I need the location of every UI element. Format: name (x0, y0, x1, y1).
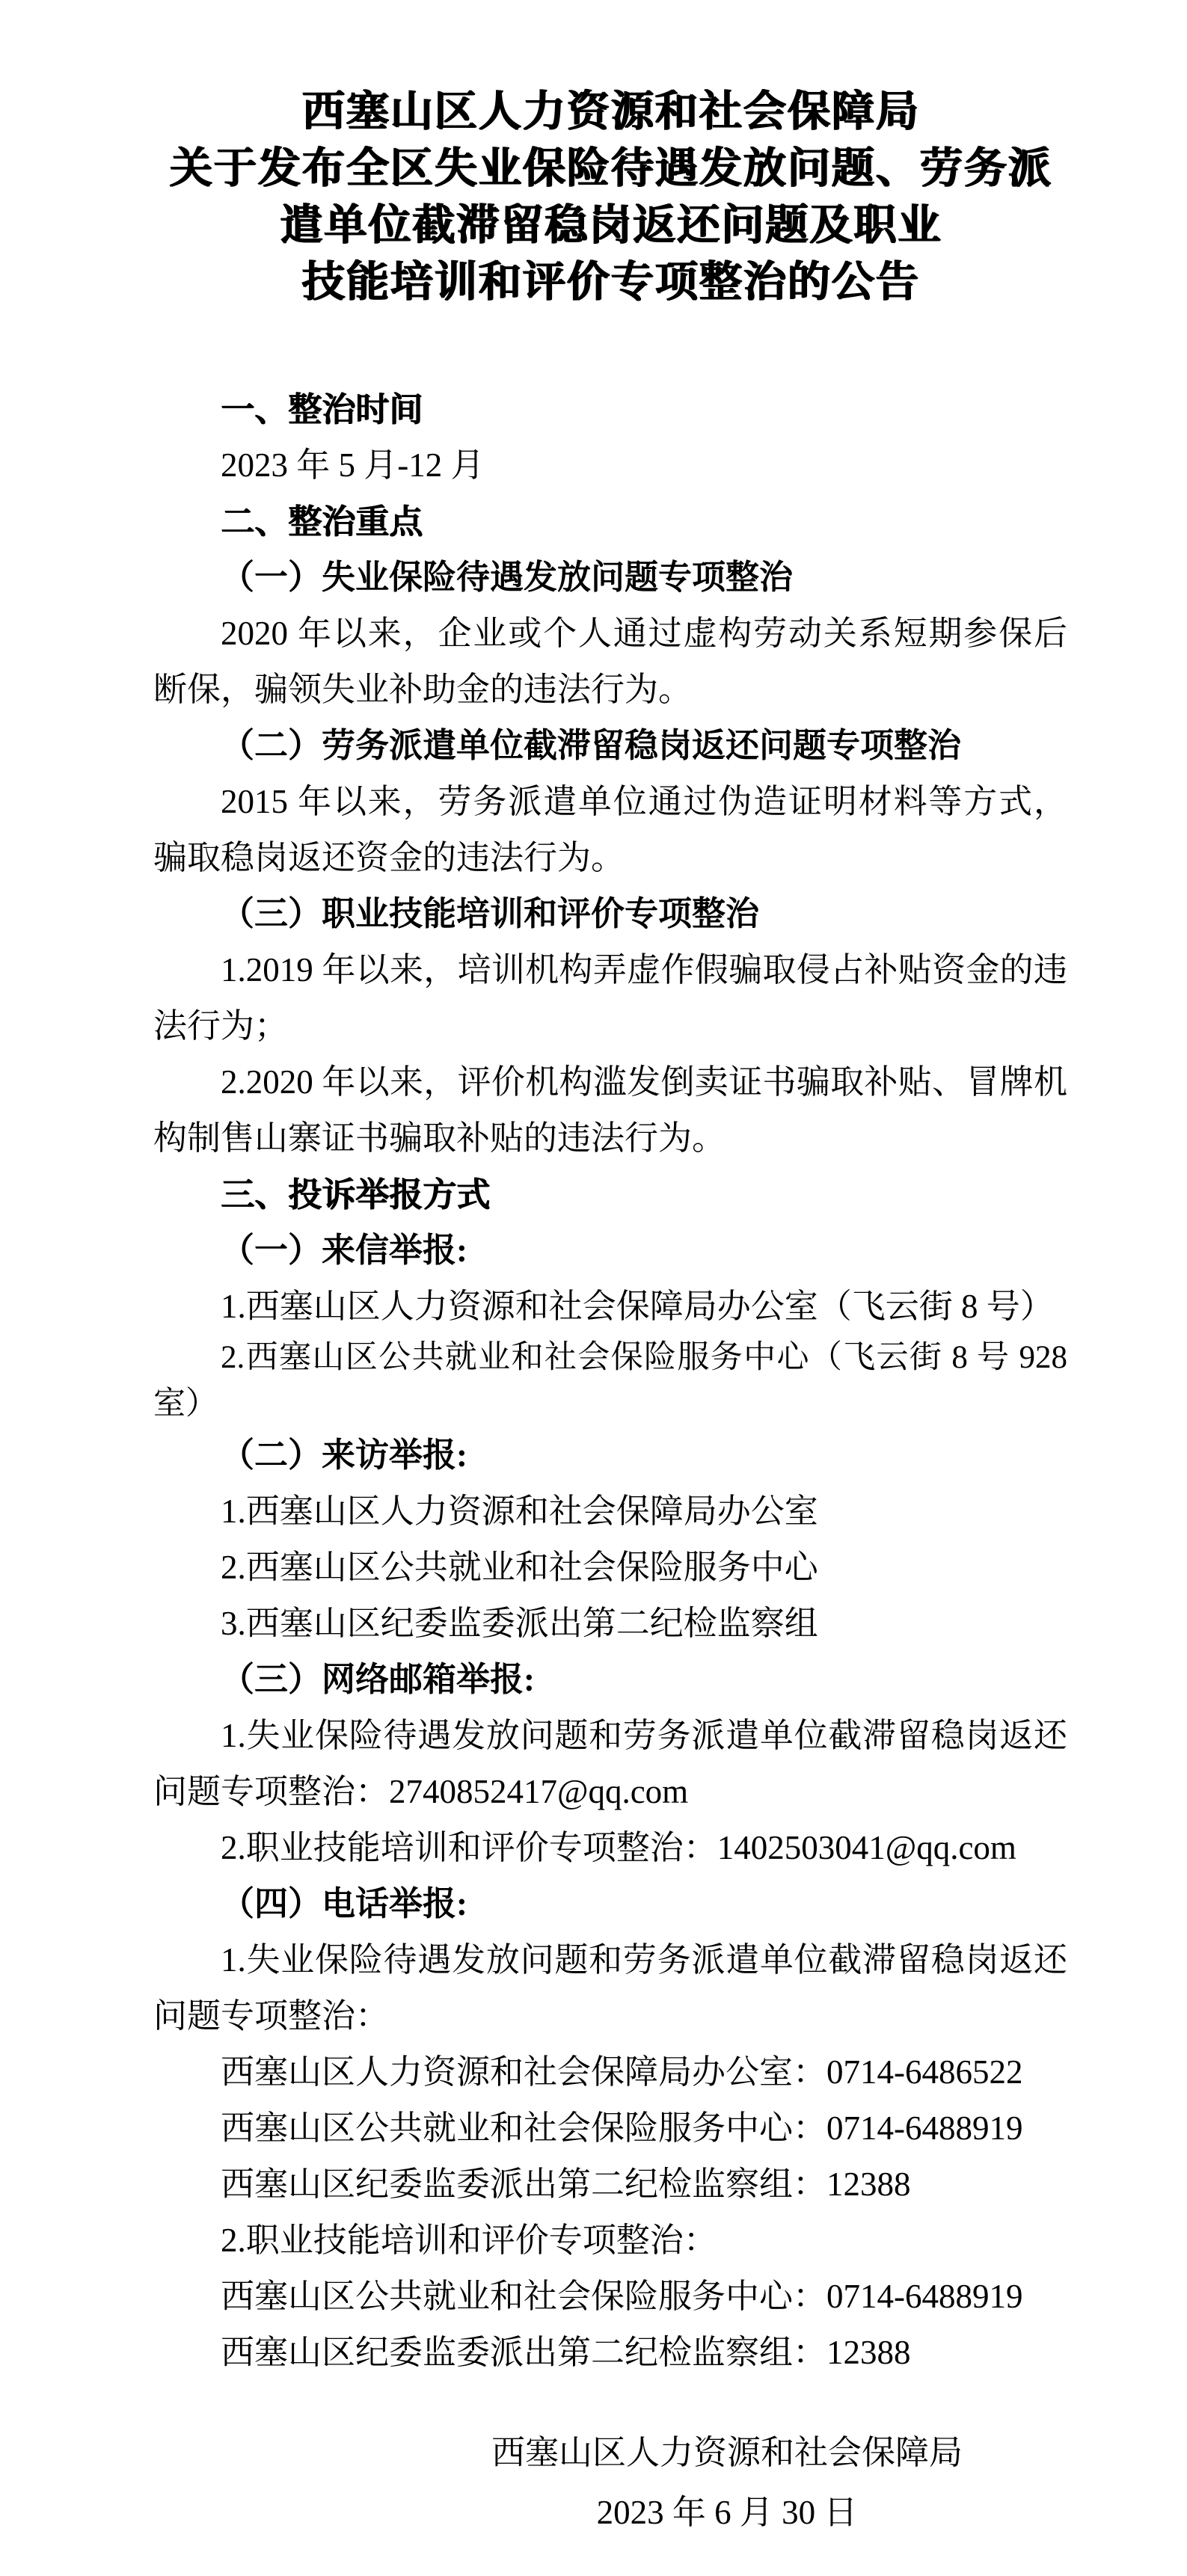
sub-heading: （四）电话举报: (221, 1885, 467, 1922)
document-title (153, 84, 1067, 311)
sub-heading: （二）劳务派遣单位截滞留稳岗返还问题专项整治 (221, 727, 962, 764)
paragraph: 2.西塞山区公共就业和社会保险服务中心 (221, 1549, 818, 1586)
signature-block (491, 2423, 963, 2542)
paragraph: 2.职业技能培训和评价专项整治：1402503041@qq.com (221, 1829, 1016, 1866)
section-heading: 二、整治重点 (221, 502, 423, 541)
signature-date: 2023 年 6 月 30 日 (596, 2494, 858, 2531)
paragraph: 1.西塞山区人力资源和社会保障局办公室 (221, 1493, 818, 1530)
title-line: 关于发布全区失业保险待遇发放问题、劳务派 (169, 145, 1052, 192)
paragraph: 1.失业保险待遇发放问题和劳务派遣单位截滞留稳岗返还问题专项整治：2740852417@qq.com (153, 1717, 1067, 1810)
sub-heading: （三）职业技能培训和评价专项整治 (221, 895, 760, 932)
sub-heading: （三）网络邮箱举报: (221, 1661, 535, 1698)
document-body (153, 381, 1067, 2381)
sub-heading: （一）失业保险待遇发放问题专项整治 (221, 559, 794, 596)
paragraph: 1.西塞山区人力资源和社会保障局办公室（飞云街 8 号） (221, 1288, 1054, 1325)
contact-phone-line: 西塞山区纪委监委派出第二纪检监察组：12388 (221, 2334, 911, 2371)
sub-heading: （二）来访举报: (221, 1436, 467, 1474)
contact-phone-line: 西塞山区公共就业和社会保险服务中心：0714-6488919 (221, 2278, 1023, 2315)
title-line: 西塞山区人力资源和社会保障局 (301, 88, 919, 135)
signature-org: 西塞山区人力资源和社会保障局 (491, 2434, 963, 2471)
paragraph: 2020 年以来，企业或个人通过虚构劳动关系短期参保后断保，骗领失业补助金的违法行为。 (153, 615, 1067, 708)
title-line: 技能培训和评价专项整治的公告 (301, 259, 919, 306)
section-heading: 一、整治时间 (221, 390, 423, 428)
paragraph: 3.西塞山区纪委监委派出第二纪检监察组 (221, 1605, 818, 1642)
paragraph: 2.2020 年以来，评价机构滥发倒卖证书骗取补贴、冒牌机构制售山寨证书骗取补贴的违法行为。 (153, 1063, 1067, 1157)
paragraph: 2.职业技能培训和评价专项整治： (221, 2222, 717, 2259)
paragraph: 1.失业保险待遇发放问题和劳务派遣单位截滞留稳岗返还问题专项整治： (153, 1941, 1067, 2035)
contact-phone-line: 西塞山区公共就业和社会保险服务中心：0714-6488919 (221, 2109, 1023, 2147)
contact-phone-line: 西塞山区人力资源和社会保障局办公室：0714-6486522 (221, 2053, 1023, 2091)
paragraph: 2015 年以来，劳务派遣单位通过伪造证明材料等方式，骗取稳岗返还资金的违法行为。 (153, 783, 1067, 876)
sub-heading: （一）来信举报: (221, 1232, 467, 1269)
section-heading: 三、投诉举报方式 (221, 1175, 491, 1214)
paragraph: 2023 年 5 月-12 月 (221, 446, 485, 484)
title-line: 遣单位截滞留稳岗返还问题及职业 (279, 202, 942, 249)
paragraph: 1.2019 年以来，培训机构弄虚作假骗取侵占补贴资金的违法行为； (153, 951, 1067, 1045)
contact-phone-line: 西塞山区纪委监委派出第二纪检监察组：12388 (221, 2165, 911, 2203)
paragraph: 2.西塞山区公共就业和社会保险服务中心（飞云街 8 号 928 室） (153, 1340, 1067, 1421)
